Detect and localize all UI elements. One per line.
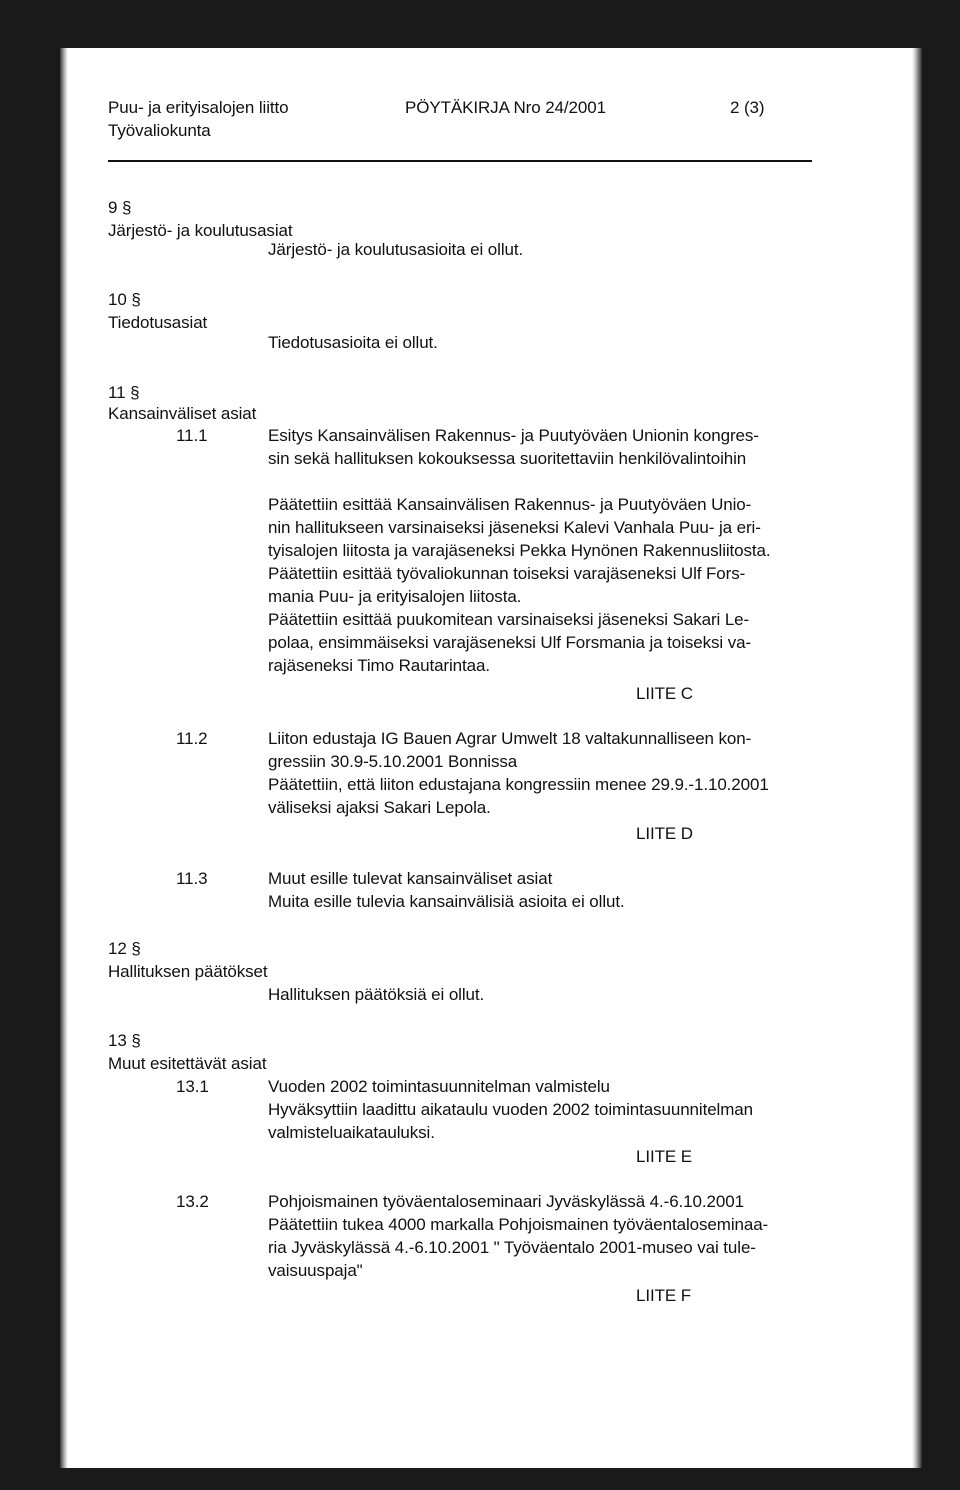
section-11-1-heading-line: Esitys Kansainvälisen Rakennus- ja Puutyöväen Unionin kongres- bbox=[268, 426, 759, 445]
attachment-e-label: LIITE E bbox=[636, 1147, 692, 1166]
section-11-1-body-line: nin hallitukseen varsinaiseksi jäseneksi Kalevi Vanhala Puu- ja eri- bbox=[268, 518, 761, 537]
section-11-1-heading-line: sin sekä hallituksen kokouksessa suoritettaviin henkilövalintoihin bbox=[268, 449, 747, 468]
section-11-3-line: Muut esille tulevat kansainväliset asiat bbox=[268, 869, 553, 888]
section-11-2-line: Liiton edustaja IG Bauen Agrar Umwelt 18 valtakunnalliseen kon- bbox=[268, 729, 752, 748]
section-10-body: Tiedotusasioita ei ollut. bbox=[268, 333, 438, 352]
scan-edge-right bbox=[912, 48, 922, 1468]
header-unit: Työvaliokunta bbox=[108, 121, 211, 140]
header-rule bbox=[108, 160, 812, 162]
attachment-d-label: LIITE D bbox=[636, 824, 693, 843]
section-11-2-line: Päätettiin, että liiton edustajana kongressiin menee 29.9.-1.10.2001 bbox=[268, 775, 769, 794]
section-11-3-line: Muita esille tulevia kansainvälisiä asioita ei ollut. bbox=[268, 892, 625, 911]
section-11-1-body-line: Päätettiin esittää työvaliokunnan toiseksi varajäseneksi Ulf Fors- bbox=[268, 564, 746, 583]
section-11-1-body-line: mania Puu- ja erityisalojen liitosta. bbox=[268, 587, 522, 606]
section-9-body: Järjestö- ja koulutusasioita ei ollut. bbox=[268, 240, 524, 259]
section-11-1-body-line: rajäseneksi Timo Rautarintaa. bbox=[268, 656, 490, 675]
section-11-3-number: 11.3 bbox=[176, 869, 208, 888]
section-13-title: Muut esitettävät asiat bbox=[108, 1054, 267, 1073]
section-12-title: Hallituksen päätökset bbox=[108, 962, 268, 981]
section-13-1-number: 13.1 bbox=[176, 1077, 209, 1096]
header-page-number: 2 (3) bbox=[730, 98, 765, 117]
section-13-1-line: valmisteluaikatauluksi. bbox=[268, 1123, 435, 1142]
section-11-1-body-line: Päätettiin esittää Kansainvälisen Rakennus- ja Puutyöväen Unio- bbox=[268, 495, 752, 514]
section-10-number: 10 § bbox=[108, 290, 141, 309]
section-13-2-line: vaisuuspaja" bbox=[268, 1261, 363, 1280]
section-11-2-line: väliseksi ajaksi Sakari Lepola. bbox=[268, 798, 491, 817]
section-11-2-line: gressiin 30.9-5.10.2001 Bonnissa bbox=[268, 752, 518, 771]
header-organization: Puu- ja erityisalojen liitto bbox=[108, 98, 289, 117]
section-11-title: Kansainväliset asiat bbox=[108, 404, 257, 423]
attachment-c-label: LIITE C bbox=[636, 684, 693, 703]
section-11-1-number: 11.1 bbox=[176, 426, 208, 445]
section-13-2-line: Pohjoismainen työväentaloseminaari Jyväskylässä 4.-6.10.2001 bbox=[268, 1192, 744, 1211]
section-10-title: Tiedotusasiat bbox=[108, 313, 208, 332]
section-9-number: 9 § bbox=[108, 198, 132, 217]
section-9-title: Järjestö- ja koulutusasiat bbox=[108, 221, 293, 240]
section-13-1-line: Vuoden 2002 toimintasuunnitelman valmistelu bbox=[268, 1077, 610, 1096]
section-11-1-body-line: polaa, ensimmäiseksi varajäseneksi Ulf Forsmania ja toiseksi va- bbox=[268, 633, 752, 652]
section-13-1-line: Hyväksyttiin laadittu aikataulu vuoden 2002 toimintasuunnitelman bbox=[268, 1100, 754, 1119]
section-12-body: Hallituksen päätöksiä ei ollut. bbox=[268, 985, 485, 1004]
section-13-2-line: ria Jyväskylässä 4.-6.10.2001 " Työväentalo 2001-museo vai tule- bbox=[268, 1238, 756, 1257]
section-11-number: 11 § bbox=[108, 383, 140, 402]
attachment-f-label: LIITE F bbox=[636, 1286, 692, 1305]
section-11-2-number: 11.2 bbox=[176, 729, 208, 748]
section-13-2-number: 13.2 bbox=[176, 1192, 209, 1211]
section-12-number: 12 § bbox=[108, 939, 141, 958]
header-document-number: PÖYTÄKIRJA Nro 24/2001 bbox=[405, 98, 606, 117]
section-11-1-body-line: tyisalojen liitosta ja varajäseneksi Pekka Hynönen Rakennusliitosta. bbox=[268, 541, 771, 560]
section-11-1-body-line: Päätettiin esittää puukomitean varsinaiseksi jäseneksi Sakari Le- bbox=[268, 610, 750, 629]
section-13-number: 13 § bbox=[108, 1031, 141, 1050]
section-13-2-line: Päätettiin tukea 4000 markalla Pohjoismainen työväentaloseminaa- bbox=[268, 1215, 769, 1234]
scan-edge-left bbox=[60, 48, 68, 1468]
